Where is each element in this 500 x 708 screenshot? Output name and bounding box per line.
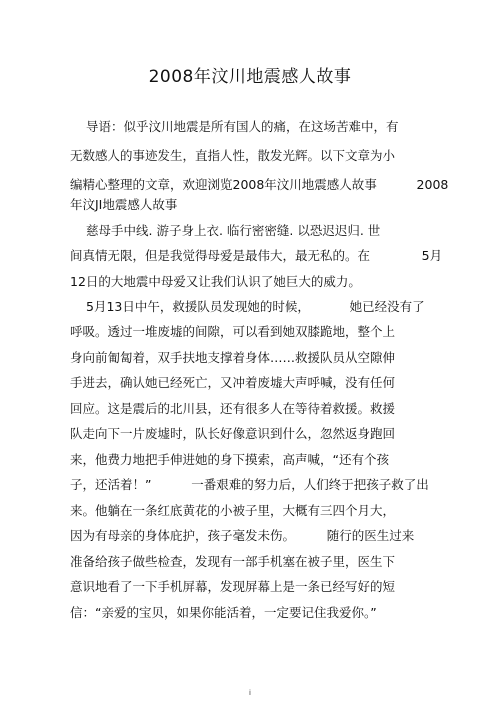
text-line: 身向前匍匐着，双手扶地支撑着身体……救援队员从空隙伸: [70, 350, 396, 365]
text-line: 子，还活着！” 一番艰难的努力后，人们终于把孩子救了出: [70, 477, 429, 492]
text-line: 5月13日中午，救援队员发现她的时候， 她已经没有了: [86, 299, 425, 314]
text-line: 来。他躺在一条红底黄花的小被子里，大概有三四个月大，: [70, 503, 396, 518]
text-line: 12日的大地震中母爱又让我们认识了她巨大的威力。: [70, 274, 361, 289]
page-number: i: [249, 689, 251, 697]
text-line: 回应。这是震后的北川县，还有很多人在等待着救援。救援: [70, 401, 396, 416]
text-line: 队走向下一片废墟时，队长好像意识到什么，忽然返身跑回: [70, 426, 396, 441]
text-line: 呼吸。透过一堆废墟的间隙，可以看到她双膝跪地，整个上: [70, 324, 396, 339]
text-line: 因为有母亲的身体庇护，孩子毫发未伤。 随行的医生过来: [70, 528, 415, 543]
text-line: 无数感人的事迹发生，直指人性，散发光辉。以下文章为小: [70, 148, 396, 163]
text-line: 间真情无限，但是我觉得母爱是最伟大，最无私的。在 5月: [70, 248, 443, 263]
text-line: 手进去，确认她已经死亡，又冲着废墟大声呼喊，没有任何: [70, 375, 396, 390]
text-line: 导语：似乎汶川地震是所有国人的痛，在这场苦难中，有: [86, 119, 399, 134]
text-line: 年汶JI地震感人故事: [70, 197, 178, 212]
text-line: 来，他费力地把手伸进她的身下摸索，高声喊，“还有个孩: [70, 452, 389, 467]
document-title: 2008年汶川地震感人故事: [148, 67, 352, 87]
text-line: 慈母手中线. 游子身上衣. 临行密密缝. 以恐迟迟归. 世: [86, 223, 381, 238]
text-line: 意识地看了一下手机屏幕，发现屏幕上是一条已经写好的短: [70, 579, 396, 594]
text-line: 信：“亲爱的宝贝，如果你能活着，一定要记住我爱你。”: [70, 605, 377, 620]
text-line: 编精心整理的文章，欢迎浏览2008年汶川地震感人故事 2008: [70, 177, 449, 192]
text-line: 准备给孩子做些检查，发现有一部手机塞在被子里，医生下: [70, 554, 396, 569]
